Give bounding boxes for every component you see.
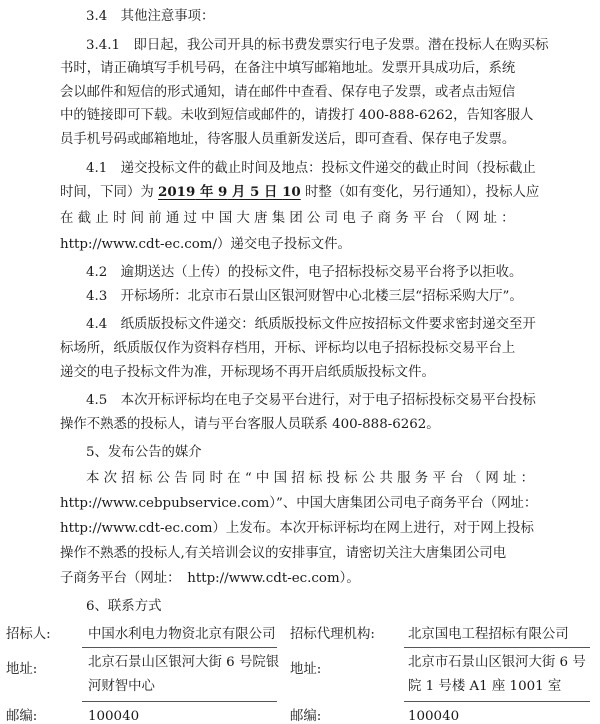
deadline-year-unit: 年 xyxy=(195,184,218,200)
deadline-suffix: 时整（如有变化，另行通知），投标人应 xyxy=(300,185,540,200)
paragraph-line: 4.3 开标场所：北京市石景山区银河财智中心北楼三层“招标采购大厅”。 xyxy=(86,289,523,304)
tenderer-label: 招标人: xyxy=(6,627,51,642)
divider xyxy=(82,701,277,702)
paragraph-line: 书时，请正确填写手机号码，在备注中填写邮箱地址。发票开具成功后，系统 xyxy=(60,61,516,76)
deadline-day-unit: 日 xyxy=(259,184,283,200)
postcode-value: 100040 xyxy=(88,709,140,724)
deadline-month-unit: 月 xyxy=(227,184,251,200)
section-heading-3-4: 3.4 其他注意事项： xyxy=(86,9,215,24)
paragraph-line: 本 次 招 标 公 告 同 时 在 “ 中 国 招 标 投 标 公 共 服 务 平 台 （ 网 址 ： xyxy=(86,471,535,486)
agency-address-line-1: 北京市石景山区银河大街 6 号 xyxy=(408,655,586,670)
deadline-day: 5 xyxy=(250,184,260,200)
paragraph-line: 递交的电子投标文件为准，开标现场不再开启纸质版投标文件。 xyxy=(60,365,435,380)
paragraph-line: 员手机号码或邮箱地址，待客服人员重新发送后，即可查看、保存电子发票。 xyxy=(60,132,516,147)
paragraph-line: 子商务平台（网址： http://www.cdt-ec.com）。 xyxy=(60,571,360,586)
agency-address-line-2: 院 1 号楼 A1 座 1001 室 xyxy=(408,679,562,694)
address-value-line-1: 北京石景山区银河大街 6 号院银 xyxy=(88,655,280,670)
agency-value: 北京国电工程招标有限公司 xyxy=(408,627,569,642)
agency-postcode-label: 邮编: xyxy=(290,709,322,724)
paragraph-line: 操作不熟悉的投标人，请与平台客服人员联系 400-888-6262。 xyxy=(60,417,440,432)
agency-address-label: 地址: xyxy=(290,662,322,677)
tenderer-value: 中国水利电力物资北京有限公司 xyxy=(88,627,276,642)
address-value-line-2: 河财智中心 xyxy=(88,679,155,694)
divider xyxy=(404,647,590,648)
section-heading-5: 5、发布公告的媒介 xyxy=(86,445,202,460)
paragraph-line: http://www.cebpubservice.com）”、中国大唐集团公司电子商务平台（网址： xyxy=(60,496,538,511)
deadline-hour: 10 xyxy=(282,184,301,200)
deadline-prefix: 时间，下同）为 xyxy=(60,185,158,200)
paragraph-line: 3.4.1 即日起，我公司开具的标书费发票实行电子发票。潜在投标人在购买标 xyxy=(86,38,549,53)
paragraph-line: 4.5 本次开标评标均在电子交易平台进行，对于电子招标投标交易平台投标 xyxy=(86,393,536,408)
paragraph-line: 中的链接即可下载。未收到短信或邮件的，请拨打 400-888-6262，告知客服人 xyxy=(60,108,534,123)
agency-postcode-value: 100040 xyxy=(408,709,460,724)
paragraph-line: 4.1 递交投标文件的截止时间及地点：投标文件递交的截止时间（投标截止 xyxy=(86,161,536,176)
deadline-year: 2019 xyxy=(158,184,196,200)
paragraph-line: 会以邮件和短信的形式通知，请在邮件中查看、保存电子发票，或者点击短信 xyxy=(60,85,516,100)
deadline-line xyxy=(60,186,539,199)
paragraph-line: 在 截 止 时 间 前 通 过 中 国 大 唐 集 团 公 司 电 子 商 务 平 台 （ 网 址 ： xyxy=(60,211,515,226)
divider xyxy=(404,701,590,702)
paragraph-line: 标场所，纸质版仅作为资料存档用，开标、评标均以电子招标投标交易平台上 xyxy=(60,341,516,356)
deadline-month: 9 xyxy=(218,184,228,200)
paragraph-line: http://www.cdt-ec.com）上发布。本次开标评标均在网上进行，对于网上投标 xyxy=(60,521,534,536)
paragraph-line: 4.2 逾期送达（上传）的投标文件，电子招标投标交易平台将予以拒收。 xyxy=(86,265,523,280)
paragraph-line: 操作不熟悉的投标人,有关培训会议的安排事宜，请密切关注大唐集团公司电 xyxy=(60,546,507,561)
section-heading-6: 6、联系方式 xyxy=(86,599,162,614)
address-label: 地址: xyxy=(6,662,38,677)
postcode-label: 邮编: xyxy=(6,709,38,724)
paragraph-line: http://www.cdt-ec.com/）递交电子投标文件。 xyxy=(60,237,351,252)
agency-label: 招标代理机构: xyxy=(290,627,375,642)
paragraph-line: 4.4 纸质版投标文件递交：纸质版投标文件应按招标文件要求密封递交至开 xyxy=(86,317,536,332)
divider xyxy=(82,647,277,648)
